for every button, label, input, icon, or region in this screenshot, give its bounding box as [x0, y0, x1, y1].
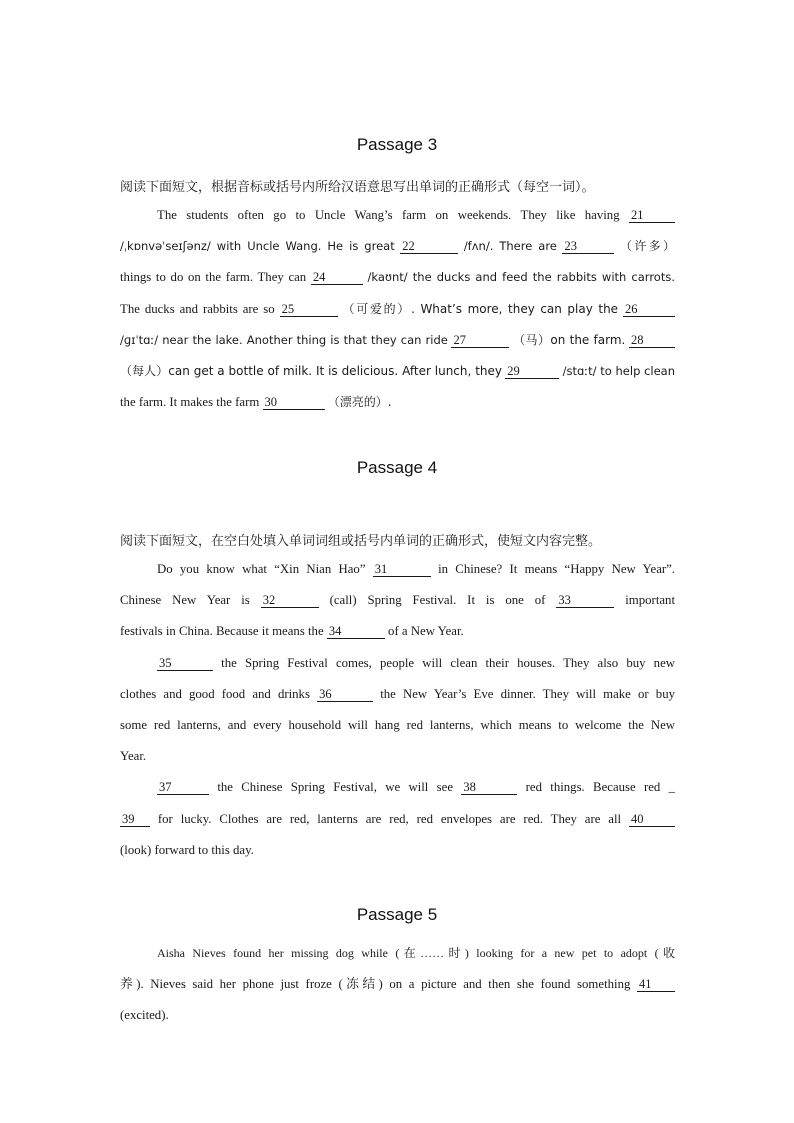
blank-41[interactable]: 41: [637, 977, 675, 992]
text-segment: （漂亮的）.: [327, 395, 392, 410]
blank-24[interactable]: 24: [311, 270, 363, 285]
text-segment: the Chinese Spring Festival, we will see: [217, 780, 453, 795]
blank-30[interactable]: 30: [263, 395, 325, 410]
text-segment: The ducks and rabbits are so: [120, 301, 275, 316]
passage-3-line-7: [120, 387, 675, 418]
passage-3-body: [120, 200, 675, 418]
text-segment: of a New Year.: [388, 624, 464, 639]
passage-3-line-6: [120, 356, 675, 387]
text-segment: Chinese New Year is: [120, 593, 250, 608]
text-segment: Do you know what “Xin Nian Hao”: [157, 562, 366, 576]
blank-21[interactable]: 21: [629, 208, 675, 223]
text-segment: some red lanterns, and every household will hang red lanterns, which means to welcome the New: [120, 718, 675, 733]
blank-26[interactable]: 26: [623, 302, 675, 317]
passage-3-line-5: [120, 325, 675, 356]
blank-35[interactable]: 35: [157, 656, 213, 671]
blank-31[interactable]: 31: [373, 562, 431, 577]
passage-5-line-1: [120, 938, 675, 969]
passage-4-line-1: [120, 554, 675, 585]
passage-4-line-10: [120, 835, 675, 866]
text-segment: (excited).: [120, 1008, 169, 1023]
passage-4-line-8: [120, 772, 675, 803]
text-segment: Year.: [120, 749, 147, 764]
text-segment: festivals in China. Because it means the: [120, 624, 324, 639]
blank-34[interactable]: 34: [327, 624, 385, 639]
blank-22[interactable]: 22: [400, 239, 458, 254]
passage-4-line-6: [120, 710, 675, 741]
text-segment: the farm. It makes the farm: [120, 395, 260, 410]
text-segment: (look) forward to this day.: [120, 842, 254, 857]
passage-3-line-2: [120, 231, 675, 262]
passage-5-line-2: [120, 969, 675, 1000]
text-segment: （许多）: [619, 239, 676, 254]
text-segment: /ˌkɒnvəˈseɪʃənz/ with Uncle Wang. He is great: [120, 239, 395, 254]
blank-28[interactable]: 28: [629, 333, 675, 348]
passage-4-line-7: [120, 741, 675, 772]
passage-4-line-2: [120, 585, 675, 616]
text-segment: （可爱的）. What’s more, they can play the: [342, 301, 619, 316]
blank-38[interactable]: 38: [461, 780, 517, 795]
blank-39[interactable]: 39: [120, 812, 150, 827]
text-segment: The students often go to Uncle Wang’s farm on weekends. They like having: [157, 208, 620, 222]
passage-5-line-3: [120, 1000, 675, 1031]
text-segment: the Spring Festival comes, people will clean their houses. They also buy new: [221, 655, 675, 670]
passage-3-line-4: [120, 294, 675, 325]
text-segment: /stɑːt/ to help clean: [562, 364, 676, 379]
passage-3-line-1: [120, 200, 675, 231]
blank-25[interactable]: 25: [280, 302, 338, 317]
passage-4-body: [120, 554, 675, 866]
text-segment: important: [625, 593, 676, 608]
passage-4-line-9: [120, 804, 675, 835]
text-segment: for lucky. Clothes are red, lanterns are red, red envelopes are red. They are all: [157, 811, 622, 826]
blank-40[interactable]: 40: [629, 812, 675, 827]
text-segment: （每人）can get a bottle of milk. It is delicious. After lunch, they: [120, 364, 503, 379]
blank-29[interactable]: 29: [505, 364, 559, 379]
blank-36[interactable]: 36: [317, 687, 373, 702]
text-segment: /ɡɪˈtɑː/ near the lake. Another thing is that they can ride: [120, 332, 448, 347]
passage-5-body: [120, 938, 675, 1032]
blank-27[interactable]: 27: [451, 333, 509, 348]
passage-3-title: Passage 3: [356, 135, 438, 154]
passage-3-instruction: 阅读下面短文，根据音标或括号内所给汉语意思写出单词的正确形式（每空一词）。: [120, 180, 595, 195]
passage-4-line-4: [120, 648, 675, 679]
text-segment: red things. Because red _: [525, 780, 676, 795]
text-segment: (call) Spring Festival. It is one of: [329, 593, 546, 608]
blank-33[interactable]: 33: [556, 593, 614, 608]
text-segment: things to do on the farm. They can: [120, 270, 307, 285]
text-segment: （马）on the farm.: [513, 332, 626, 347]
text-segment: /kaʊnt/ the ducks and feed the rabbits with carrots.: [367, 270, 675, 285]
passage-4-title: Passage 4: [356, 458, 438, 477]
text-segment: Aisha Nieves found her missing dog while (在……时) looking for a new pet to adopt (收: [157, 946, 675, 960]
passage-3-line-3: [120, 262, 675, 293]
passage-4-line-5: [120, 679, 675, 710]
text-segment: clothes and good food and drinks: [120, 686, 310, 701]
blank-23[interactable]: 23: [562, 239, 614, 254]
text-segment: the New Year’s Eve dinner. They will make or buy: [380, 686, 675, 701]
passage-5-title: Passage 5: [356, 905, 438, 924]
text-segment: in Chinese? It means “Happy New Year”.: [438, 562, 676, 576]
passage-4-line-3: [120, 616, 675, 647]
blank-37[interactable]: 37: [157, 780, 209, 795]
blank-32[interactable]: 32: [261, 593, 319, 608]
text-segment: 养). Nieves said her phone just froze (冻结) on a picture and then she found something: [120, 977, 631, 992]
text-segment: /fʌn/. There are: [463, 239, 557, 254]
passage-4-instruction: 阅读下面短文，在空白处填入单词词组或括号内单词的正确形式，使短文内容完整。: [120, 534, 602, 549]
